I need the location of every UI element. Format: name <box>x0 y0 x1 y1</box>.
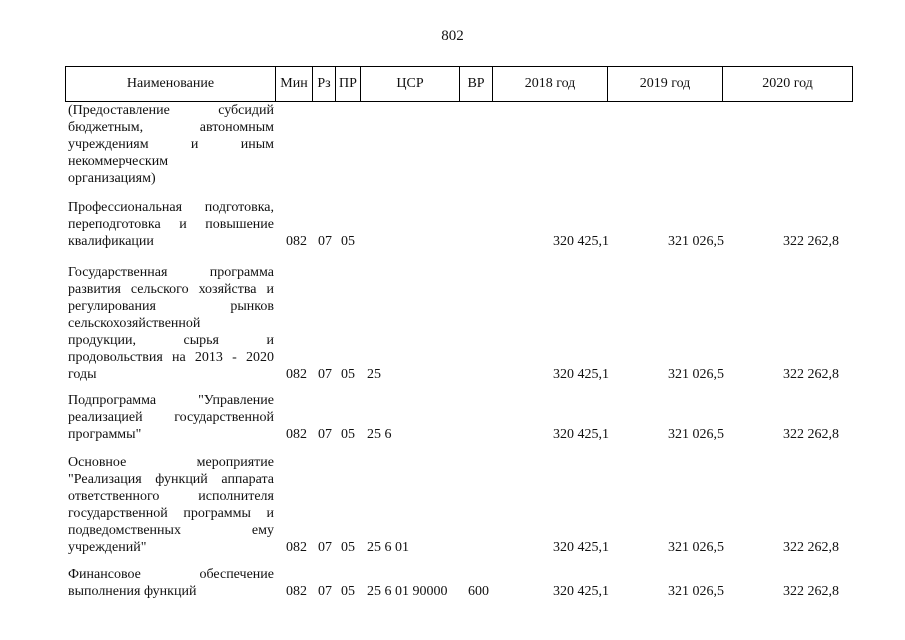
row-rz-code: 07 <box>318 584 332 599</box>
row-name <box>68 392 274 443</box>
row-name-line: ответственного исполнителя <box>68 489 274 504</box>
row-min-code: 082 <box>286 540 307 555</box>
row-value-2019: 321 026,5 <box>668 234 724 249</box>
table-row <box>65 102 852 187</box>
row-name-line: реализацией государственной <box>68 410 274 425</box>
row-csr-code: 25 6 01 <box>367 540 409 555</box>
row-name-line: "Реализация функций аппарата <box>68 472 274 487</box>
row-name <box>68 199 274 250</box>
row-name-line: Государственная программа <box>68 265 274 280</box>
row-csr-code: 25 <box>367 367 381 382</box>
row-min-code: 082 <box>286 367 307 382</box>
row-csr-code: 25 6 01 90000 <box>367 584 448 599</box>
row-csr-code: 25 6 <box>367 427 392 442</box>
row-value-2020: 322 262,8 <box>783 584 839 599</box>
row-name-line: выполнения функций <box>68 584 197 599</box>
row-name-line: бюджетным, автономным <box>68 120 274 135</box>
row-name-line: переподготовка и повышение <box>68 217 274 232</box>
column-header-vr: ВР <box>460 67 493 102</box>
row-name-line: годы <box>68 367 97 382</box>
column-header-pr: ПР <box>336 67 361 102</box>
row-name <box>68 264 274 383</box>
table-row <box>65 264 852 383</box>
table-header <box>65 66 853 102</box>
row-rz-code: 07 <box>318 234 332 249</box>
row-value-2019: 321 026,5 <box>668 427 724 442</box>
row-name-line: (Предоставление субсидий <box>68 103 274 118</box>
row-value-2018: 320 425,1 <box>553 234 609 249</box>
row-rz-code: 07 <box>318 367 332 382</box>
row-value-2018: 320 425,1 <box>553 584 609 599</box>
column-header-rz: Рз <box>313 67 336 102</box>
table-row <box>65 454 852 556</box>
row-pr-code: 05 <box>341 584 355 599</box>
table-row <box>65 566 852 600</box>
column-header-min: Мин <box>276 67 313 102</box>
column-header-2018: 2018 год <box>493 67 608 102</box>
row-value-2018: 320 425,1 <box>553 367 609 382</box>
column-header-name: Наименование <box>66 67 276 102</box>
row-name-line: некоммерческим <box>68 154 169 169</box>
row-value-2020: 322 262,8 <box>783 234 839 249</box>
row-value-2018: 320 425,1 <box>553 540 609 555</box>
row-name-line: подведомственных ему <box>68 523 274 538</box>
row-value-2019: 321 026,5 <box>668 367 724 382</box>
row-name-line: учреждений" <box>68 540 147 555</box>
row-name-line: Основное мероприятие <box>68 455 274 470</box>
row-name <box>68 566 274 600</box>
row-rz-code: 07 <box>318 540 332 555</box>
page-number: 802 <box>441 28 464 44</box>
row-name-line: квалификации <box>68 234 154 249</box>
table-row <box>65 199 852 250</box>
row-name-line: государственной программы и <box>68 506 274 521</box>
row-value-2020: 322 262,8 <box>783 427 839 442</box>
row-value-2018: 320 425,1 <box>553 427 609 442</box>
row-pr-code: 05 <box>341 234 355 249</box>
column-header-csr: ЦСР <box>361 67 460 102</box>
row-name-line: Профессиональная подготовка, <box>68 200 274 215</box>
row-name-line: сельскохозяйственной <box>68 316 201 331</box>
row-rz-code: 07 <box>318 427 332 442</box>
row-value-2020: 322 262,8 <box>783 367 839 382</box>
row-name-line: развития сельского хозяйства и <box>68 282 274 297</box>
row-name <box>68 454 274 556</box>
row-pr-code: 05 <box>341 540 355 555</box>
column-header-2019: 2019 год <box>608 67 723 102</box>
row-pr-code: 05 <box>341 367 355 382</box>
row-name-line: учреждениям и иным <box>68 137 274 152</box>
row-name-line: продукции, сырья и <box>68 333 274 348</box>
table-row <box>65 392 852 443</box>
row-min-code: 082 <box>286 584 307 599</box>
row-min-code: 082 <box>286 234 307 249</box>
row-value-2020: 322 262,8 <box>783 540 839 555</box>
row-vr-code: 600 <box>468 584 489 599</box>
row-name <box>68 102 274 187</box>
row-min-code: 082 <box>286 427 307 442</box>
row-name-line: продовольствия на 2013 - 2020 <box>68 350 274 365</box>
row-name-line: Подпрограмма "Управление <box>68 393 274 408</box>
row-name-line: организациям) <box>68 171 156 186</box>
row-name-line: регулирования рынков <box>68 299 274 314</box>
row-value-2019: 321 026,5 <box>668 540 724 555</box>
row-name-line: Финансовое обеспечение <box>68 567 274 582</box>
row-pr-code: 05 <box>341 427 355 442</box>
row-name-line: программы" <box>68 427 142 442</box>
row-value-2019: 321 026,5 <box>668 584 724 599</box>
column-header-2020: 2020 год <box>723 67 853 102</box>
